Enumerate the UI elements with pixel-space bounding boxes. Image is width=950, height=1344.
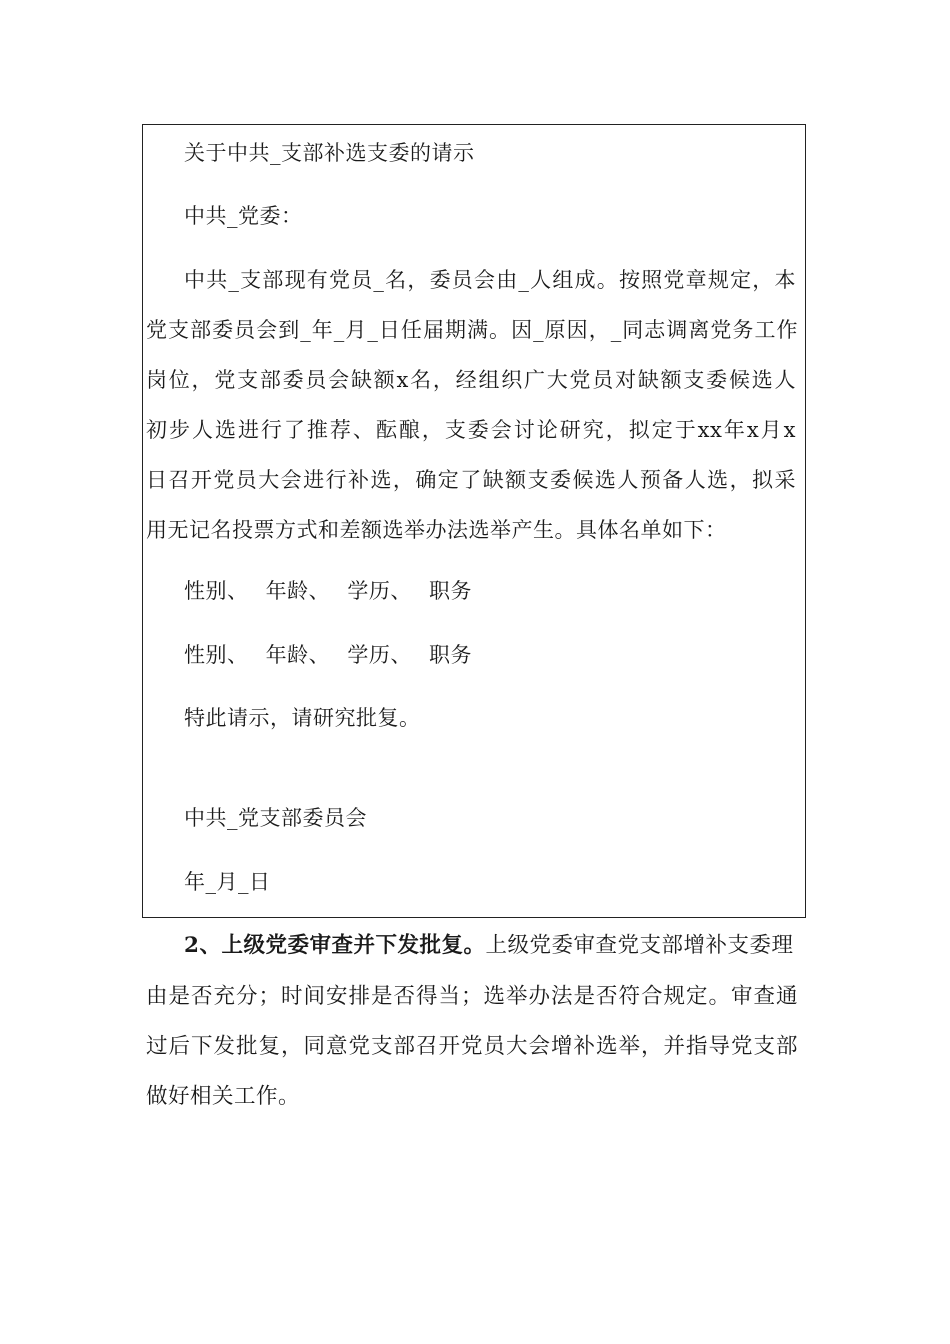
candidate-row: 性别、 年龄、 学历、 职务 [184,579,473,603]
letter-body-line: 中共_支部现有党员_名，委员会由_人组成。按照党章规定，本 [184,268,796,292]
letter-body-line: 党支部委员会到_年_月_日任届期满。因_原因，_同志调离党务工作 [146,318,798,342]
letter-title: 关于中共_支部补选支委的请示 [184,141,475,165]
section2-line: 做好相关工作。 [146,1084,301,1109]
letter-signature: 中共_党支部委员会 [184,806,367,830]
letter-body-line: 用无记名投票方式和差额选举办法选举产生。具体名单如下： [146,518,727,542]
section2-line: 由是否充分；时间安排是否得当；选举办法是否符合规定。审查通 [146,984,798,1009]
section2-heading: 2、上级党委审查并下发批复。 [184,933,486,958]
letter-addressee: 中共_党委： [184,204,303,228]
section2-line: 过后下发批复，同意党支部召开党员大会增补选举，并指导党支部 [146,1034,798,1059]
letter-body-line: 初步人选进行了推荐、酝酿，支委会讨论研究，拟定于xx年x月x [146,418,796,442]
letter-body-line: 日召开党员大会进行补选，确定了缺额支委候选人预备人选，拟采 [146,468,796,492]
candidate-row: 性别、 年龄、 学历、 职务 [184,643,473,667]
letter-date: 年_月_日 [184,870,271,894]
section2-first-line [184,934,796,958]
letter-body-line: 岗位，党支部委员会缺额x名，经组织广大党员对缺额支委候选人 [146,368,796,392]
letter-closing: 特此请示，请研究批复。 [184,706,421,730]
section2-text: 上级党委审查党支部增补支委理 [485,933,794,958]
